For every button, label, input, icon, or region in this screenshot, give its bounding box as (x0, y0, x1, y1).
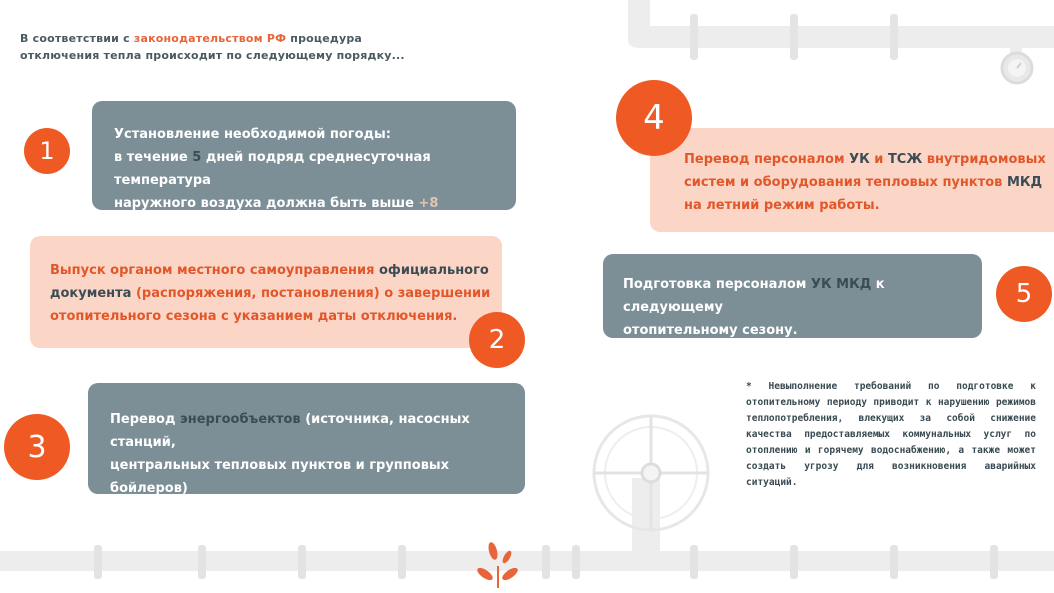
valve-icon (594, 416, 708, 558)
intro-highlight: законодательством РФ (133, 32, 287, 45)
step-3-card: Перевод энергообъектов (источника, насосных станций, центральных тепловых пунктов и групповых бойлеров) на летний режим работы. (88, 383, 525, 494)
step-3-number: 3 (4, 414, 70, 480)
step-5-card: Подготовка персоналом УК МКД к следующему отопительному сезону. (603, 254, 982, 338)
step-4-card: Перевод персоналом УК и ТСЖ внутридомовых систем и оборудования тепловых пунктов МКД на летний режим работы. (650, 128, 1054, 232)
footnote: * Невыполнение требований по подготовке к отопительному периоду приводит к нарушению режимов теплопотребления, влекущих за собой снижение качества предоставляемых коммунальных услуг по отоплению и горячему водоснабжению, а также может создать угрозу для возникновения аварийных ситуаций. (746, 381, 1036, 488)
step-1-number: 1 (24, 128, 70, 174)
step-2-card: Выпуск органом местного самоуправления официального документа (распоряжения, постановления) о завершении отопительного сезона с указанием даты отключения. (30, 236, 502, 348)
step-1-card: Установление необходимой погоды: в течение 5 дней подряд среднесуточная температура наружного воздуха должна быть выше +8 градусов. (92, 101, 516, 210)
step-4-number: 4 (616, 80, 692, 156)
step-2-number: 2 (469, 312, 525, 368)
intro-text: В соответствии с законодательством РФ процедура отключения тепла происходит по следующему порядку... (20, 32, 405, 62)
step-5-number: 5 (996, 266, 1052, 322)
gauge-icon (1002, 53, 1032, 83)
